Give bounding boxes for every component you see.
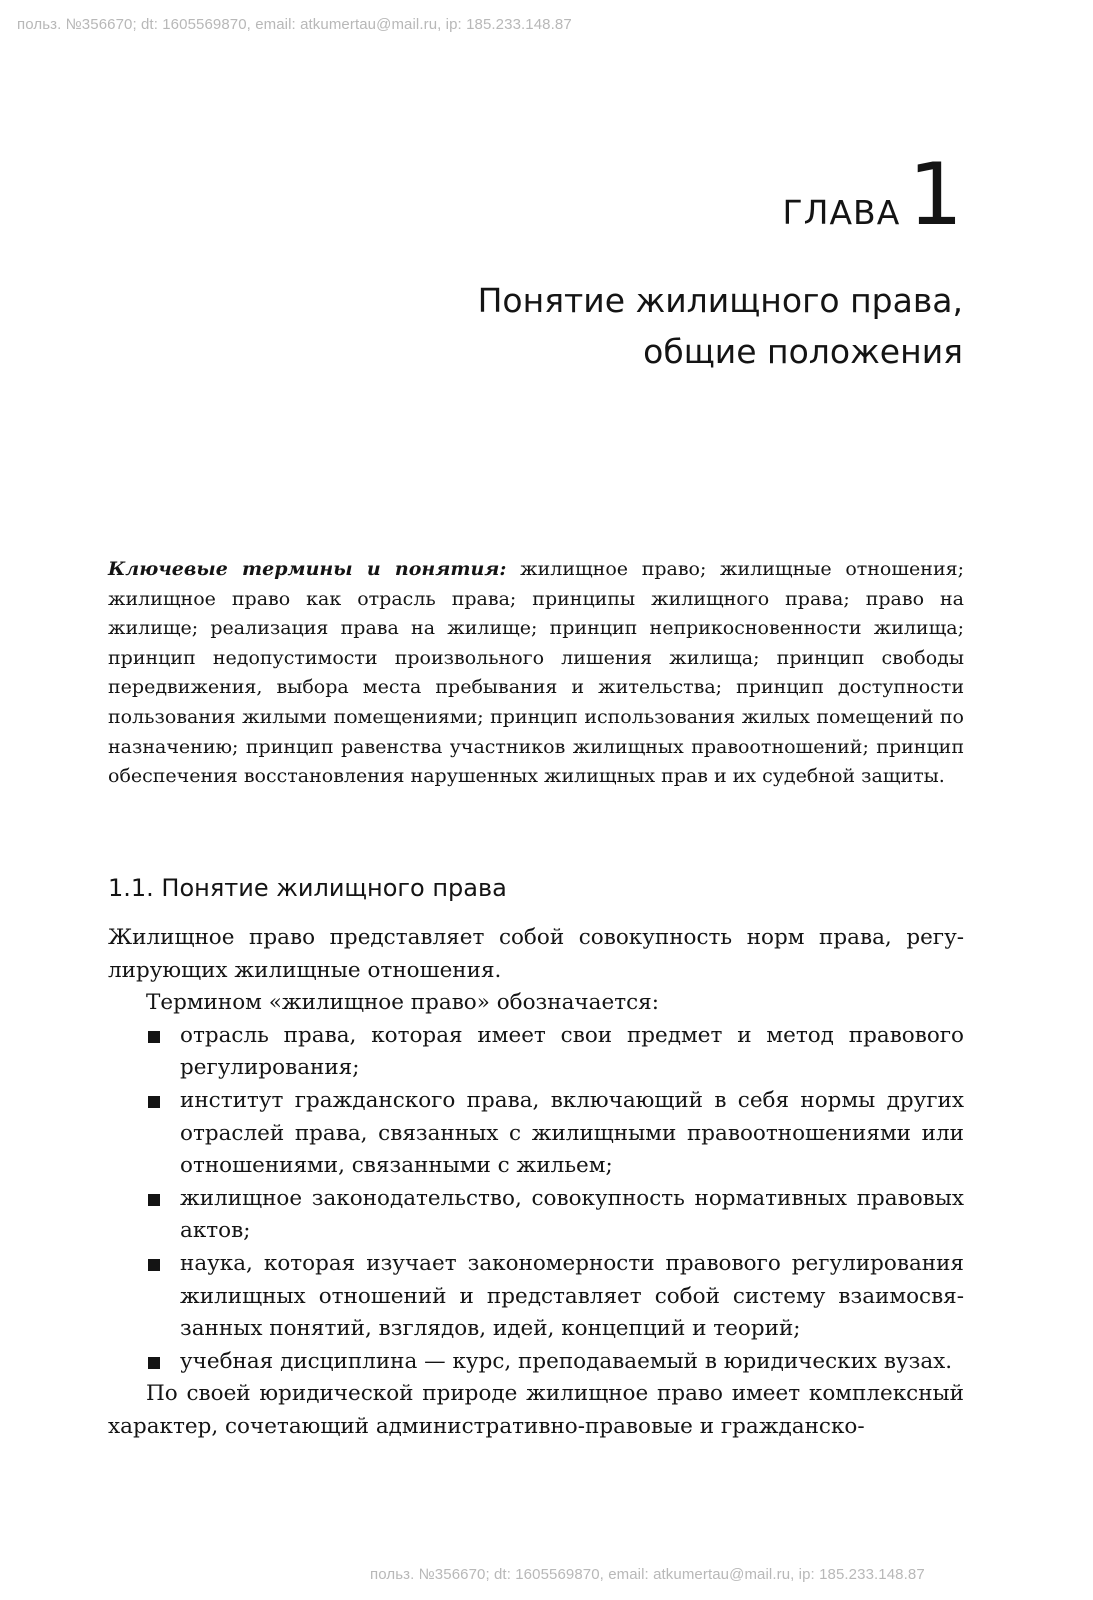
- list-item-text: жилищное законодательство, совокупность нормативных правовых актов;: [180, 1185, 964, 1244]
- list-item-text: отрасль права, которая имеет свои предмет и метод правового регулирования;: [180, 1022, 964, 1081]
- list-item-text: наука, которая изучает закономерности правового регулирования жилищных отношений и представляет собой систему взаимосвязанных понятий, взглядов, идей, концепций и теорий;: [180, 1250, 964, 1342]
- chapter-number: 1: [908, 145, 963, 245]
- list-item: [180, 1183, 964, 1248]
- term-meanings-list: [108, 1020, 964, 1379]
- section-body: [108, 922, 964, 1444]
- bullet-square-icon: [148, 1357, 160, 1369]
- paragraph-3: По своей юридической природе жилищное право имеет комплексный характер, сочетающий административно-правовые и гражданско-: [108, 1381, 964, 1439]
- list-item: [180, 1085, 964, 1183]
- bullet-square-icon: [148, 1096, 160, 1108]
- watermark-top: польз. №356670; dt: 1605569870, email: atkumertau@mail.ru, ip: 185.233.148.87: [17, 16, 572, 33]
- key-terms-block: [108, 555, 964, 792]
- chapter-title: [478, 275, 963, 377]
- section-title: 1.1. Понятие жилищного права: [108, 874, 507, 902]
- bullet-square-icon: [148, 1031, 160, 1043]
- bullet-square-icon: [148, 1259, 160, 1271]
- paragraph-2: Термином «жилищное право» обозначается:: [146, 990, 659, 1016]
- bullet-square-icon: [148, 1194, 160, 1206]
- chapter-title-line2: общие положения: [643, 332, 963, 371]
- key-terms-lead: Ключевые термины и понятия:: [108, 558, 507, 580]
- list-item-text: институт гражданского права, включающий в себя нормы других отраслей права, связанных с жилищными правоотношениями или отношениями, связанными с жильем;: [180, 1087, 964, 1179]
- chapter-word: ГЛАВА: [782, 193, 901, 232]
- watermark-bottom: польз. №356670; dt: 1605569870, email: atkumertau@mail.ru, ip: 185.233.148.87: [370, 1566, 925, 1583]
- list-item: [180, 1248, 964, 1346]
- key-terms-text: жилищное право; жилищные отношения; жилищное право как отрасль права; принципы жилищного права; право на жилище; реализация права на жилище; принцип неприкосновенности жилища; принцип недопустимости произвольного лишения жилища; принцип свободы передвижения, выбора места пребывания и жительства; принцип доступности пользования жилыми помещениями; принцип использования жилых помещений по назначению; принцип равенства участников жилищных правоотношений; принцип обеспечения восстановления нарушенных жилищных прав и их судебной защиты.: [108, 558, 964, 788]
- list-item-text: учебная дисциплина — курс, преподаваемый в юридических вузах.: [180, 1348, 953, 1374]
- chapter-title-line1: Понятие жилищного права,: [477, 281, 963, 320]
- list-item: [180, 1346, 964, 1379]
- paragraph-1: Жилищное право представляет собой совокупность норм права, регулирующих жилищные отношения.: [108, 925, 964, 983]
- chapter-heading: [782, 145, 963, 245]
- list-item: [180, 1020, 964, 1085]
